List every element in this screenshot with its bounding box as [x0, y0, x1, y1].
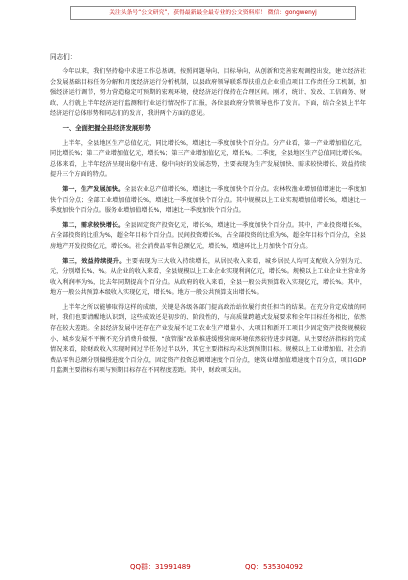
- point-lead: 第二，需求较快增长。: [62, 221, 125, 229]
- point-paragraph: [50, 221, 366, 253]
- salutation: 同志们：: [50, 53, 77, 61]
- point-text: 全县固定资产投资亿元，增长%，增速比一季度加快个百分点。其中，产业投资增长%，占全部投资的比重为%，超全年目标个百分点。民间投资增长%，占全部投资的比重为%，超全年目标个百分点，全县房地产开发投资亿元，增长%。社会消费品零售总额亿元，增长%，增速环比上月加快个百分点。: [50, 221, 366, 250]
- intro-paragraph: 今年以来，我们坚持稳中求进工作总基调，按照问题导向、目标导向，从创新和完善宏观调控出发，建立经济社会发展基础目标任务分解和月度经济运行分析机制，以县政府领导联系帮扶重点企业重点项目工作责任分工机制，加强经济运行调节，努力营造稳定可预期的宏观环境，使经济运行保持在合理区间。刚才，统计、发改、工信商务、财政、人行就上半年经济运行监测和行业运行情况作了汇报，各位县政府分管领导也作了发言。下面，结合全县上半年经济运行总体形势和同志们的发言，我讲两个方面的意见。: [50, 68, 366, 118]
- section-heading: 一、全面把握全县经济发展形势: [62, 124, 151, 132]
- point-text: 全县农业总产值增长%，增速比一季度加快个百分点。农林牧渔业增加值增速比一季度加快个百分点；全部工业增加值增长%，增速比一季度加快个百分点。其中规模以上工业实现增加值增长%，增速比一季度加快个百分点。服务业增加值增长%，增速比一季度加快个百分点。: [50, 185, 367, 215]
- promo-banner: 关注头条号“公文研究”，获得最新最全最专业的公文资料库！ 微信：gongwenyj: [70, 6, 356, 20]
- document-body: [50, 52, 366, 381]
- point-text: 主要表现为三大收入持续增长，从居民收入来看，城乡居民人均可支配收入分别为元、元，分别增长%、%。从企业的收入来看，全县规模以上工业企业实现利润亿元，增长%。规模以上工业企业主营业务收入利润率为%，比去年同期提高个百分点。从政府的收入来看，全县一般公共预算收入实现亿元，增长%。其中，地方一般公共预算本级收入实现亿元，增长%。地方一般公共预算支出增长%。: [50, 257, 367, 297]
- closing-paragraph: 上半年之所以能够取得这样的成绩，关键是各级各部门提高政治站位履行责任担当的结果。在充分肯定成绩的同时，我们也要清醒地认识到，这些成效还是初步的、阶段性的，与高质量跨越式发展要求和全年目标任务相比，依然存在较大差距。全县经济发展中还存在产业发展不足工农业生产增量小、大项目和新开工项目少固定资产投资规模较小、城乡发展不平衡不充分消费升级慢、“放管服”改革推进缓慢营商环境依然较待进步问题。从主要经济指标的完成情况来看，除财政收入实现时间过半任务过半以外，其它主要指标均未达到预期目标。规模以上工业增加值、社会消费品零售总额分别偏慢进度个百分点，固定资产投资总额增速度个百分点，建筑业增加值增速度个百分点，项目GDP月监测主要指标有项与预期目标存在不同程度差距。其中，财政项支出。: [50, 303, 366, 375]
- qq-group: QQ群：31991489: [130, 563, 191, 571]
- overview-paragraph: 上半年，全县地区生产总值亿元，同比增长%，增速比一季度加快个百分点。分产业看，第一产业增加值亿元，同比增长%；第二产业增加值亿元，增长%；第三产业增加值亿元，增长%。二季度，全县地区生产总值同比增长%。总体来看，上半年经济呈现出稳中有进、稳中向好的发展态势，主要表现为生产发展加快、需求较快增长、效益持续提升三个方面的特点。: [50, 139, 366, 179]
- contact-footer: [0, 560, 408, 574]
- point-lead: 第一，生产发展加快。: [62, 185, 125, 193]
- point-lead: 第三，效益持续提升。: [62, 257, 126, 265]
- point-paragraph: [50, 185, 366, 217]
- qq-number: QQ：535304092: [245, 563, 304, 571]
- point-paragraph: [50, 257, 366, 299]
